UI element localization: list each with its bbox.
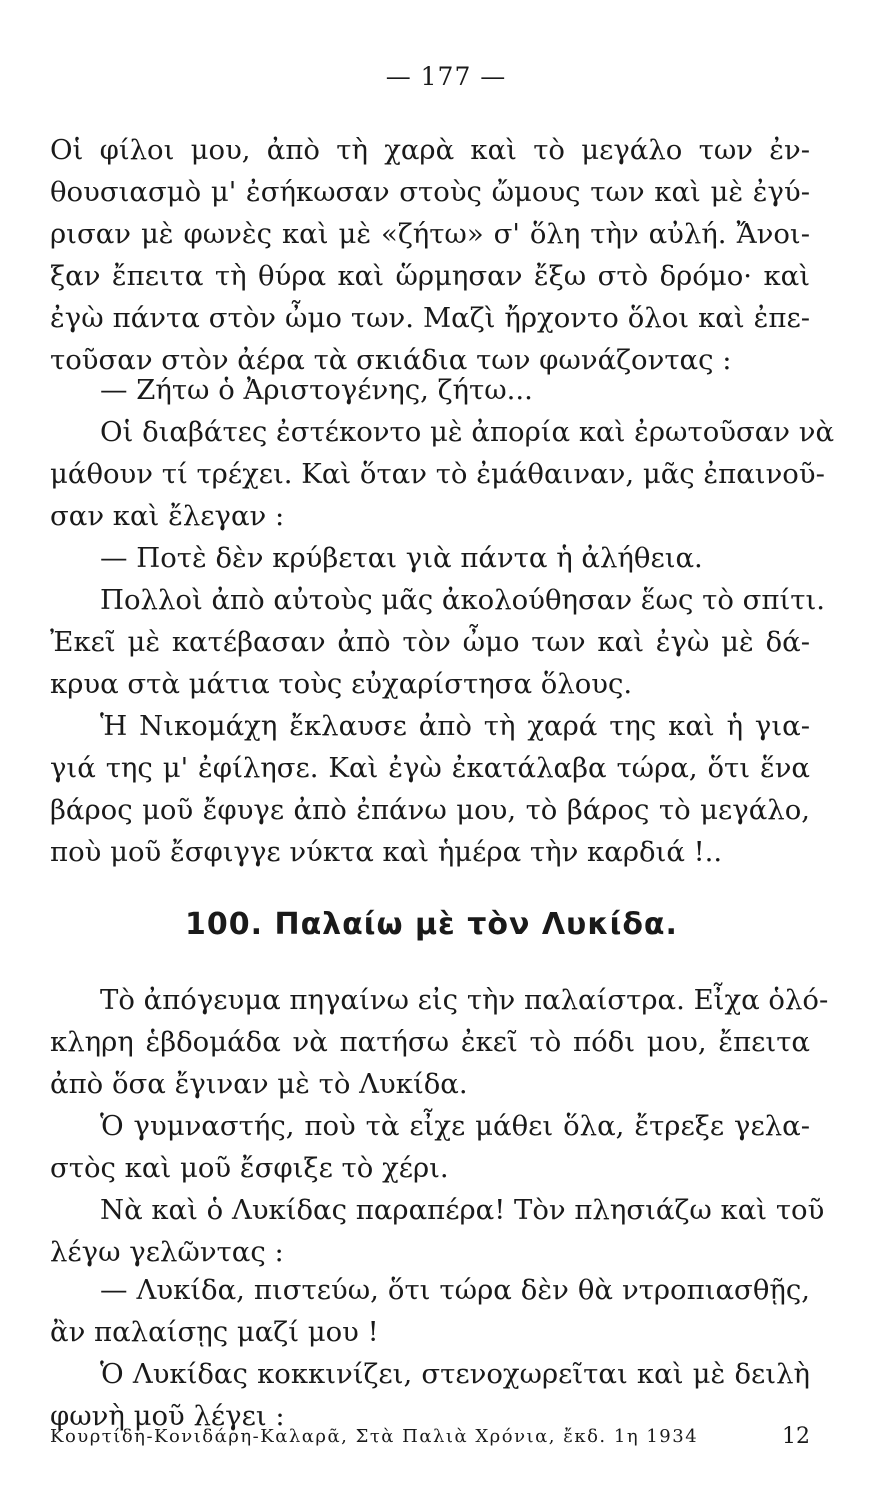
dialogue-line: — Λυκίδα, πιστεύω, ὅτι τώρα δὲν θὰ ντροπιασθῇς,: [100, 1274, 810, 1306]
text-line: Ὁ Λυκίδας κοκκινίζει, στενοχωρεῖται καὶ μὲ δειλὴ: [100, 1358, 810, 1390]
text-line: ἐγὼ πάντα στὸν ὦμο των. Μαζὶ ἤρχοντο ὅλοι καὶ ἐπε-: [50, 302, 810, 334]
text-line: φωνὴ μοῦ λέγει :: [50, 1400, 285, 1432]
text-line: τοῦσαν στὸν ἀέρα τὰ σκιάδια των φωνάζοντας :: [50, 344, 732, 376]
text-line: ἀπὸ ὅσα ἔγιναν μὲ τὸ Λυκίδα.: [50, 1068, 468, 1100]
dialogue-line: — Ζήτω ὁ Ἀριστογένης, ζήτω...: [100, 374, 533, 406]
text-line: ἂν παλαίσῃς μαζί μου !: [50, 1316, 379, 1348]
footer-citation: Κουρτίδη-Κονιδάρη-Καλαρᾶ, Στὰ Παλιὰ Χρόνια, ἔκδ. 1η 1934: [50, 1426, 699, 1447]
text-line: Νὰ καὶ ὁ Λυκίδας παραπέρα! Τὸν πλησιάζω καὶ τοῦ: [100, 1194, 825, 1226]
text-line: γιά της μ' ἐφίλησε. Καὶ ἐγὼ ἐκατάλαβα τώρα, ὅτι ἕνα: [50, 752, 810, 784]
text-line: Ὁ γυμναστής, ποὺ τὰ εἶχε μάθει ὅλα, ἔτρεξε γελα-: [100, 1110, 810, 1142]
text-line: Οἱ φίλοι μου, ἀπὸ τὴ χαρὰ καὶ τὸ μεγάλο των ἐν-: [50, 134, 810, 166]
text-line: Πολλοὶ ἀπὸ αὐτοὺς μᾶς ἀκολούθησαν ἕως τὸ σπίτι.: [100, 584, 825, 616]
text-line: Ἡ Νικομάχη ἔκλαυσε ἀπὸ τὴ χαρά της καὶ ἡ για-: [100, 710, 810, 742]
text-line: λέγω γελῶντας :: [50, 1236, 284, 1268]
text-line: ποὺ μοῦ ἔσφιγγε νύκτα καὶ ἡμέρα τὴν καρδιά !..: [50, 836, 723, 868]
text-line: Τὸ ἀπόγευμα πηγαίνω εἰς τὴν παλαίστρα. Εἶχα ὁλό-: [100, 984, 829, 1016]
text-line: στὸς καὶ μοῦ ἔσφιξε τὸ χέρι.: [50, 1152, 449, 1184]
text-line: ρισαν μὲ φωνὲς καὶ μὲ «ζήτω» σ' ὅλη τὴν αὐλή. Ἄνοι-: [50, 218, 810, 250]
text-line: θουσιασμὸ μ' ἐσήκωσαν στοὺς ὤμους των καὶ μὲ ἐγύ-: [50, 176, 810, 208]
text-line: κρυα στὰ μάτια τοὺς εὐχαρίστησα ὅλους.: [50, 668, 633, 700]
dialogue-line: — Ποτὲ δὲν κρύβεται γιὰ πάντα ἡ ἀλήθεια.: [100, 542, 703, 574]
text-line: βάρος μοῦ ἔφυγε ἀπὸ ἐπάνω μου, τὸ βάρος τὸ μεγάλο,: [50, 794, 810, 826]
text-line: Οἱ διαβάτες ἐστέκοντο μὲ ἀπορία καὶ ἐρωτοῦσαν νὰ: [100, 416, 835, 448]
chapter-heading: 100. Παλαίω μὲ τὸν Λυκίδα.: [185, 907, 678, 942]
page-number: — 177 —: [385, 62, 507, 91]
text-line: σαν καὶ ἔλεγαν :: [50, 500, 285, 532]
text-line: Ἐκεῖ μὲ κατέβασαν ἀπὸ τὸν ὦμο των καὶ ἐγὼ μὲ δά-: [50, 626, 810, 658]
text-line: κληρη ἑβδομάδα νὰ πατήσω ἐκεῖ τὸ πόδι μου, ἔπειτα: [50, 1026, 810, 1058]
text-line: ξαν ἔπειτα τὴ θύρα καὶ ὥρμησαν ἔξω στὸ δρόμο· καὶ: [50, 260, 810, 292]
text-line: μάθουν τί τρέχει. Καὶ ὅταν τὸ ἐμάθαιναν, μᾶς ἐπαινοῦ-: [50, 458, 825, 490]
signature-mark: 12: [782, 1424, 810, 1449]
